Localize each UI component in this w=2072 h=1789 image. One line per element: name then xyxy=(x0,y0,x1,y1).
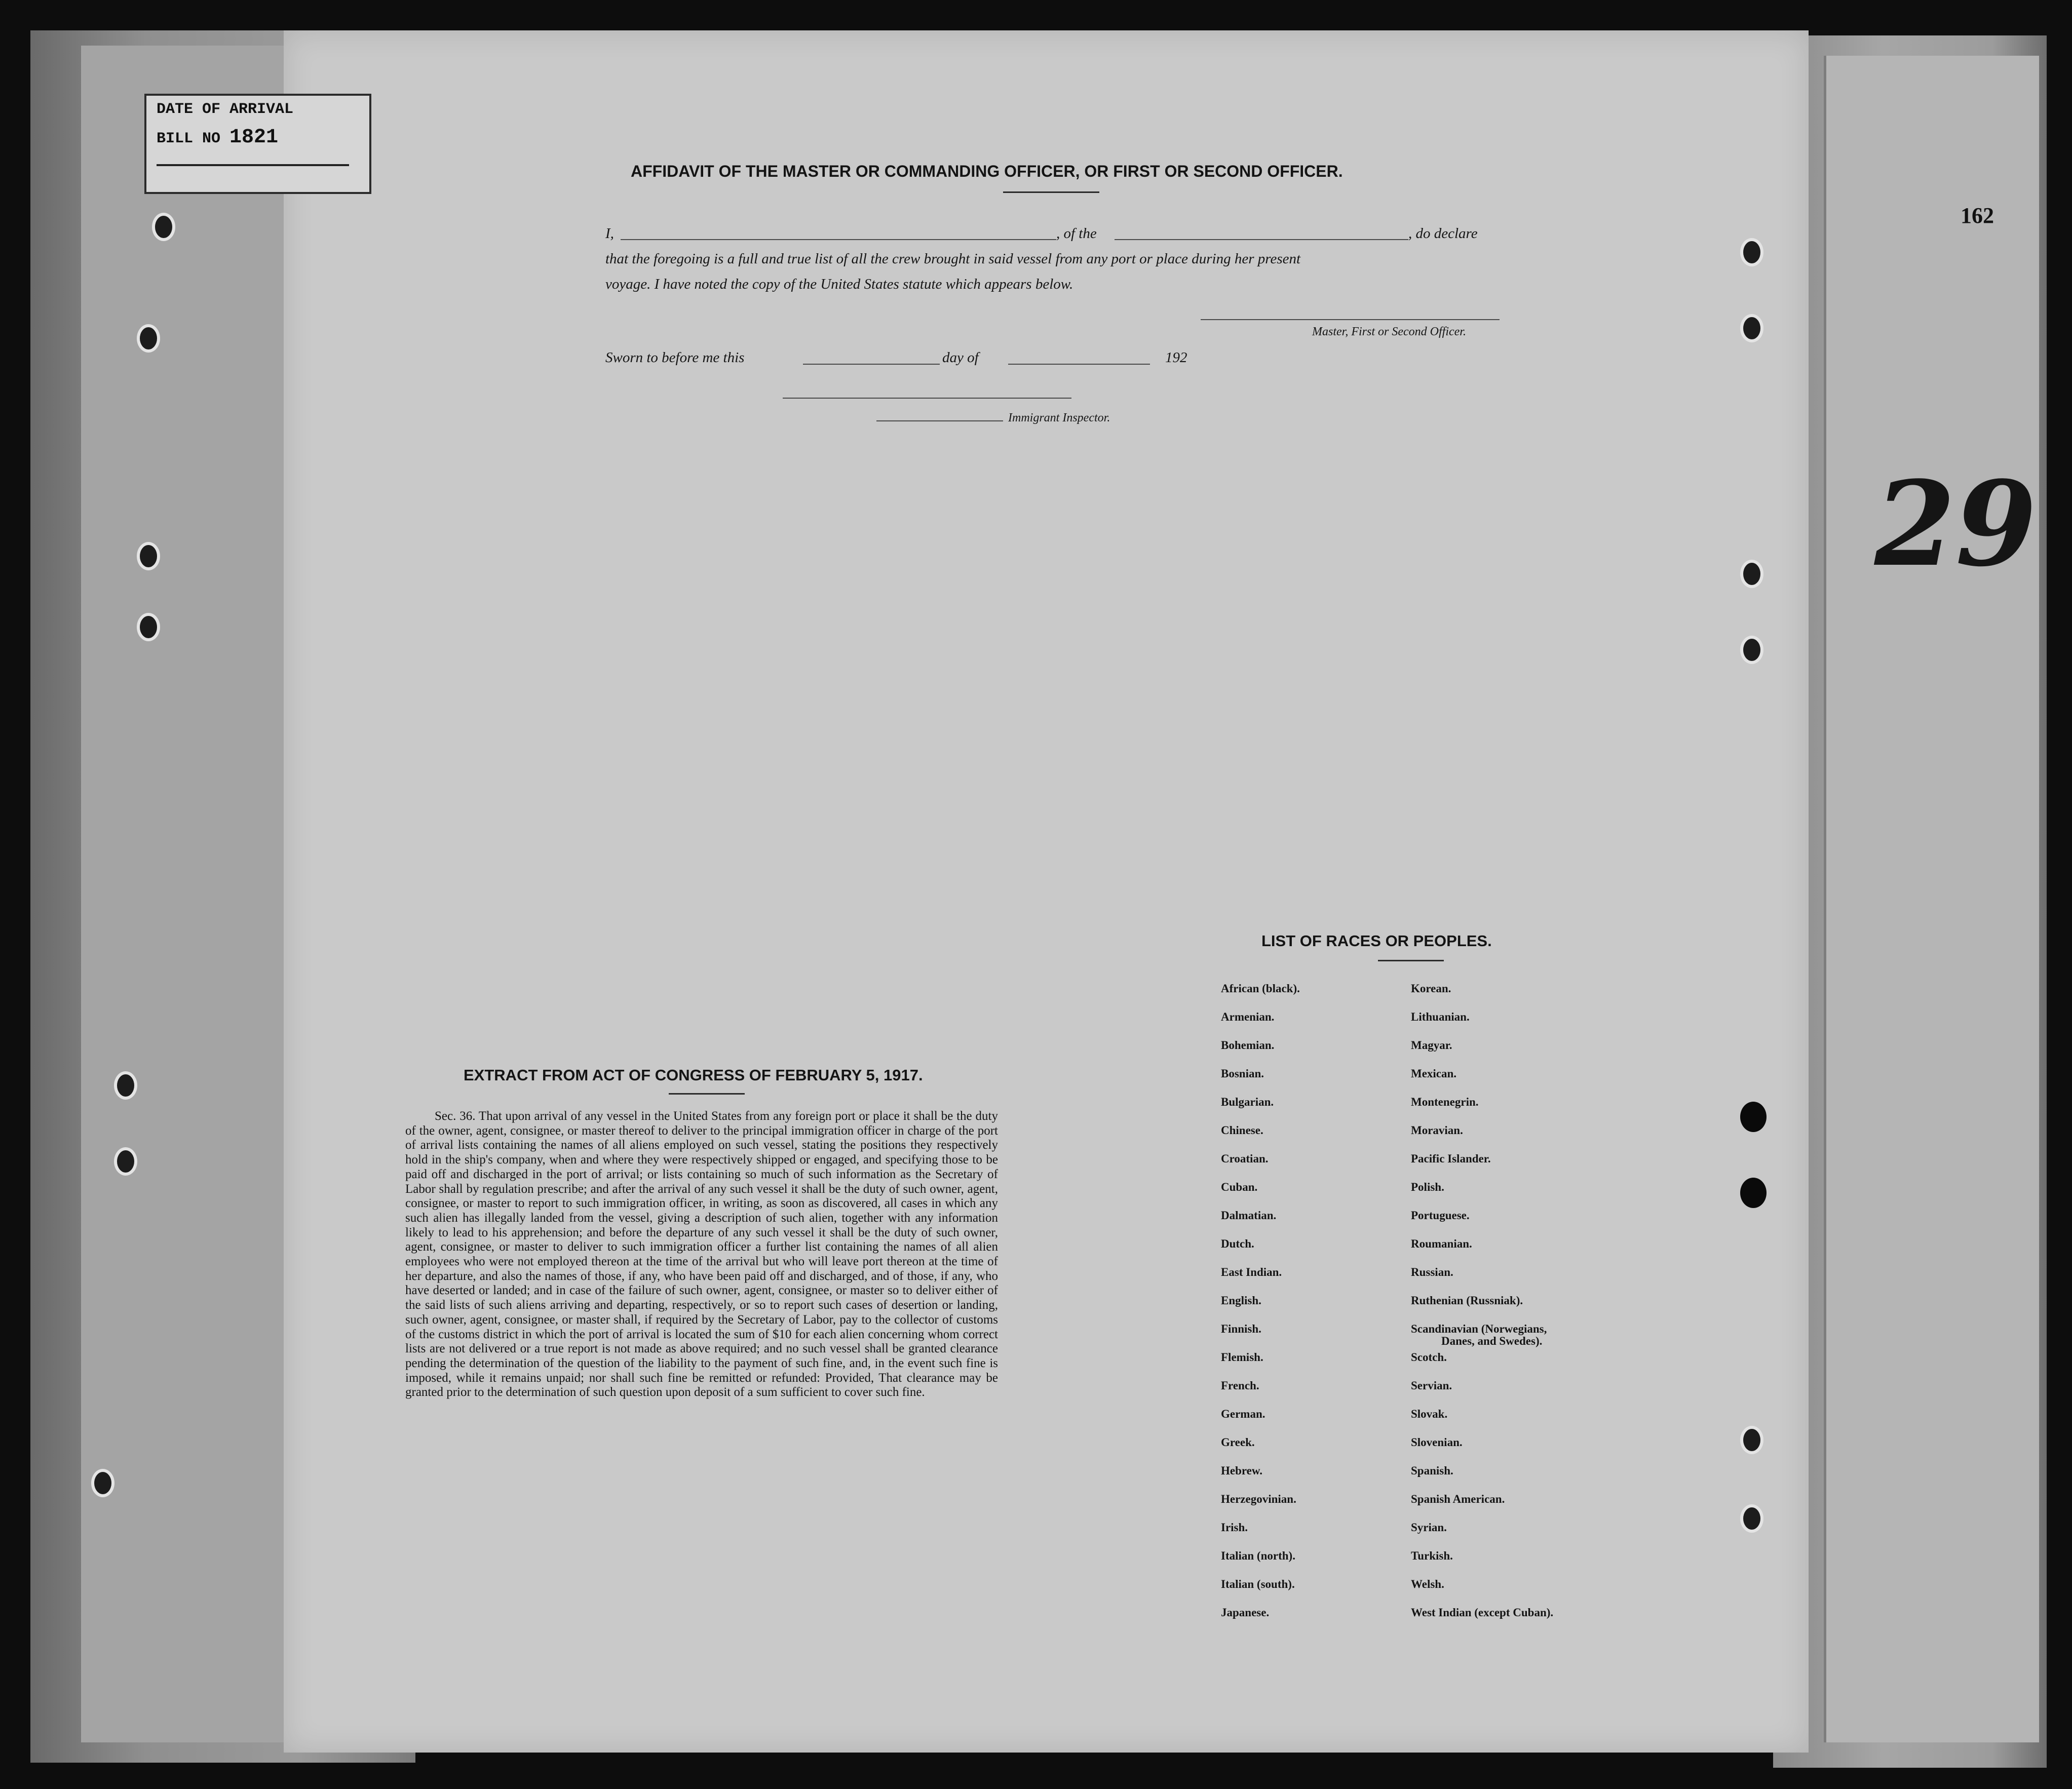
extract-body: Sec. 36. That upon arrival of any vessel in the United States from any foreign port or place it shall be the duty of the owner, agent, consignee, or master thereof to deliver to the principal immigration officer in charge of the port of arrival lists containing the names of all aliens employed on such vessel, stating the positions they respectively hold in the ship's company, when and where they were respectively shipped or engaged, and specifying those to be paid off and discharged in the port of arrival; or lists containing so much of such information as the Secretary of Labor shall by regulation prescribe; and after the arrival of any such vessel it shall be the duty of such owner, agent, consignee, or master to report to such immigration officer, in writing, as soon as discovered, all cases in which any such alien has illegally landed from the vessel, giving a description of such alien, together with any information likely to lead to his apprehension; and before the departure of any such vessel it shall be the duty of such owner, agent, consignee, or master to deliver to such immigration officer a further list containing the names of all alien employees who were not employed thereon at the time of the arrival but who will leave port thereon at the time of her departure, and also the names of those, if any, who have been paid off and discharged, and of those, if any, who have deserted or landed; and in case of the failure of such owner, agent, consignee, or master so to deliver either of the said lists of such aliens arriving and departing, respectively, or so to report such cases of desertion or landing, such owner, agent, consignee, or master shall, if required by the Secretary of Labor, pay to the collector of customs of the customs district in which the port of arrival is located the sum of $10 for each alien concerning whom correct lists are not delivered or a true report is not made as above required; and no such vessel shall be granted clearance pending the determination of the question of the liability to the payment of such fine, and, in the event such fine is imposed, while it remains unpaid; nor shall such fine be remitted or refunded: Provided, That clearance may be granted prior to the determination of such question upon deposit of a sum sufficient to cover such fine. xyxy=(405,1109,998,1399)
affidavit-title: AFFIDAVIT OF THE MASTER OR COMMANDING OFFICER, OR FIRST OR SECOND OFFICER. xyxy=(631,162,1343,180)
stamp-bill-number: 1821 xyxy=(229,126,279,149)
punch-hole-icon xyxy=(91,1469,114,1497)
sworn-label: Sworn to before me this xyxy=(605,349,745,366)
race-label: Italian (north). xyxy=(1221,1549,1295,1562)
race-label: Japanese. xyxy=(1221,1606,1270,1619)
stamp-bill-row xyxy=(157,126,278,149)
title-underline xyxy=(1003,191,1099,193)
races-underline xyxy=(1378,960,1444,961)
race-label: Pacific Islander. xyxy=(1411,1152,1491,1165)
race-item xyxy=(1411,1607,1553,1635)
punch-hole-icon xyxy=(137,613,160,641)
affidavit-line-2: that the foregoing is a full and true list of all the crew brought in said vessel from any port or place during her present xyxy=(605,251,1301,267)
punch-hole-icon xyxy=(137,324,160,353)
race-item xyxy=(1221,1153,1300,1181)
race-item xyxy=(1221,1096,1300,1124)
punch-hole-icon xyxy=(137,542,160,570)
race-label: Syrian. xyxy=(1411,1521,1447,1534)
race-item xyxy=(1411,1550,1553,1578)
race-label: Scotch. xyxy=(1411,1351,1447,1364)
race-label: Korean. xyxy=(1411,982,1451,995)
race-label: Polish. xyxy=(1411,1181,1444,1193)
race-item xyxy=(1221,1408,1300,1436)
race-label: Ruthenian (Russniak). xyxy=(1411,1294,1523,1307)
race-label: English. xyxy=(1221,1294,1261,1307)
race-item xyxy=(1221,983,1300,1011)
race-label: Montenegrin. xyxy=(1411,1096,1479,1108)
race-item xyxy=(1221,1578,1300,1607)
race-item xyxy=(1221,1068,1300,1096)
race-item xyxy=(1411,1210,1553,1238)
race-item xyxy=(1221,1011,1300,1039)
race-label: Lithuanian. xyxy=(1411,1010,1470,1023)
affidavit-i-label: I, xyxy=(605,225,614,242)
race-item xyxy=(1411,1351,1553,1380)
race-label: Croatian. xyxy=(1221,1152,1269,1165)
race-label: Finnish. xyxy=(1221,1323,1261,1335)
race-label: Slovenian. xyxy=(1411,1436,1463,1449)
stamp-date-label: DATE OF ARRIVAL xyxy=(157,101,294,118)
sworn-month-blank xyxy=(1008,364,1150,365)
race-item xyxy=(1411,1323,1553,1351)
extract-title: EXTRACT FROM ACT OF CONGRESS OF FEBRUARY 5, 1917. xyxy=(464,1066,923,1084)
race-label: Roumanian. xyxy=(1411,1237,1472,1250)
arrival-stamp xyxy=(144,94,371,194)
race-label: Dalmatian. xyxy=(1221,1209,1277,1222)
races-right-column xyxy=(1411,983,1553,1635)
race-label: French. xyxy=(1221,1379,1259,1392)
race-item xyxy=(1411,1068,1553,1096)
race-label-continued: Danes, and Swedes). xyxy=(1441,1335,1543,1347)
race-item xyxy=(1221,1465,1300,1493)
race-label: African (black). xyxy=(1221,982,1300,995)
race-label: Scandinavian (Norwegians, xyxy=(1411,1323,1547,1335)
race-label: Slovak. xyxy=(1411,1408,1448,1420)
race-label: Bosnian. xyxy=(1221,1067,1264,1080)
race-item xyxy=(1411,1011,1553,1039)
race-label: German. xyxy=(1221,1408,1265,1420)
race-label: Magyar. xyxy=(1411,1039,1452,1052)
race-item xyxy=(1411,1238,1553,1266)
race-item xyxy=(1411,1522,1553,1550)
year-prefix: 192 xyxy=(1165,349,1187,366)
race-label: Moravian. xyxy=(1411,1124,1463,1137)
punch-hole-icon xyxy=(1740,1504,1763,1533)
punch-hole-icon xyxy=(114,1071,137,1100)
punch-hole-icon xyxy=(114,1147,137,1176)
race-item xyxy=(1411,1153,1553,1181)
race-item xyxy=(1221,1323,1300,1351)
inspector-name-blank xyxy=(876,420,1003,421)
race-label: Bulgarian. xyxy=(1221,1096,1274,1108)
name-blank xyxy=(621,239,1056,240)
race-item xyxy=(1221,1607,1300,1635)
vessel-blank xyxy=(1115,239,1408,240)
right-page-edge xyxy=(1824,56,2039,1742)
race-label: Servian. xyxy=(1411,1379,1452,1392)
races-title: LIST OF RACES OR PEOPLES. xyxy=(1261,932,1492,950)
affidavit-of-the-label: , of the xyxy=(1056,225,1097,242)
inspector-caption: Immigrant Inspector. xyxy=(1008,411,1110,424)
race-label: Welsh. xyxy=(1411,1578,1444,1590)
race-item xyxy=(1411,1039,1553,1068)
race-item xyxy=(1411,1096,1553,1124)
race-item xyxy=(1411,1408,1553,1436)
race-item xyxy=(1411,1465,1553,1493)
race-item xyxy=(1411,1124,1553,1153)
race-label: West Indian (except Cuban). xyxy=(1411,1606,1554,1619)
punch-hole-icon xyxy=(1740,1102,1767,1132)
race-item xyxy=(1221,1550,1300,1578)
race-label: Hebrew. xyxy=(1221,1464,1262,1477)
race-label: Dutch. xyxy=(1221,1237,1254,1250)
extract-underline xyxy=(669,1093,745,1095)
race-label: Spanish. xyxy=(1411,1464,1453,1477)
race-item xyxy=(1411,1181,1553,1210)
stamp-bill-label: BILL NO xyxy=(157,130,221,147)
race-item xyxy=(1221,1295,1300,1323)
race-label: Portuguese. xyxy=(1411,1209,1470,1222)
sworn-day-blank xyxy=(803,364,940,365)
race-item xyxy=(1221,1522,1300,1550)
affidavit-line-3: voyage. I have noted the copy of the United States statute which appears below. xyxy=(605,276,1073,292)
page-number: 162 xyxy=(1961,203,1994,228)
affidavit-declare-label: , do declare xyxy=(1408,225,1478,242)
race-item xyxy=(1221,1266,1300,1295)
signature-blank xyxy=(1201,319,1500,320)
race-item xyxy=(1221,1351,1300,1380)
inspector-signature-blank xyxy=(783,398,1071,399)
punch-hole-icon xyxy=(152,213,175,241)
punch-hole-icon xyxy=(1740,1426,1763,1454)
handwritten-number: 29 xyxy=(1874,456,2037,593)
race-item xyxy=(1221,1181,1300,1210)
races-left-column xyxy=(1221,983,1300,1635)
race-label: East Indian. xyxy=(1221,1266,1282,1278)
race-item xyxy=(1411,1493,1553,1522)
punch-hole-icon xyxy=(1740,636,1763,664)
race-item xyxy=(1221,1493,1300,1522)
race-item xyxy=(1221,1380,1300,1408)
race-item xyxy=(1221,1039,1300,1068)
signature-caption: Master, First or Second Officer. xyxy=(1312,325,1466,338)
race-item xyxy=(1221,1210,1300,1238)
race-label: Russian. xyxy=(1411,1266,1453,1278)
race-label: Irish. xyxy=(1221,1521,1248,1534)
race-label: Flemish. xyxy=(1221,1351,1263,1364)
punch-hole-icon xyxy=(1740,1178,1767,1208)
race-item xyxy=(1411,1295,1553,1323)
race-label: Greek. xyxy=(1221,1436,1255,1449)
race-label: Mexican. xyxy=(1411,1067,1457,1080)
race-label: Italian (south). xyxy=(1221,1578,1295,1590)
stamp-line xyxy=(157,164,349,166)
day-of-label: day of xyxy=(942,349,979,366)
punch-hole-icon xyxy=(1740,238,1763,266)
race-label: Bohemian. xyxy=(1221,1039,1275,1052)
race-label: Turkish. xyxy=(1411,1549,1453,1562)
race-label: Armenian. xyxy=(1221,1010,1275,1023)
race-item xyxy=(1221,1238,1300,1266)
race-item xyxy=(1411,1266,1553,1295)
race-item xyxy=(1411,983,1553,1011)
race-item xyxy=(1221,1436,1300,1465)
race-item xyxy=(1411,1380,1553,1408)
race-item xyxy=(1221,1124,1300,1153)
punch-hole-icon xyxy=(1740,560,1763,588)
race-label: Chinese. xyxy=(1221,1124,1263,1137)
race-label: Herzegovinian. xyxy=(1221,1493,1296,1505)
race-label: Cuban. xyxy=(1221,1181,1258,1193)
race-item xyxy=(1411,1578,1553,1607)
race-item xyxy=(1411,1436,1553,1465)
punch-hole-icon xyxy=(1740,314,1763,342)
race-label: Spanish American. xyxy=(1411,1493,1505,1505)
